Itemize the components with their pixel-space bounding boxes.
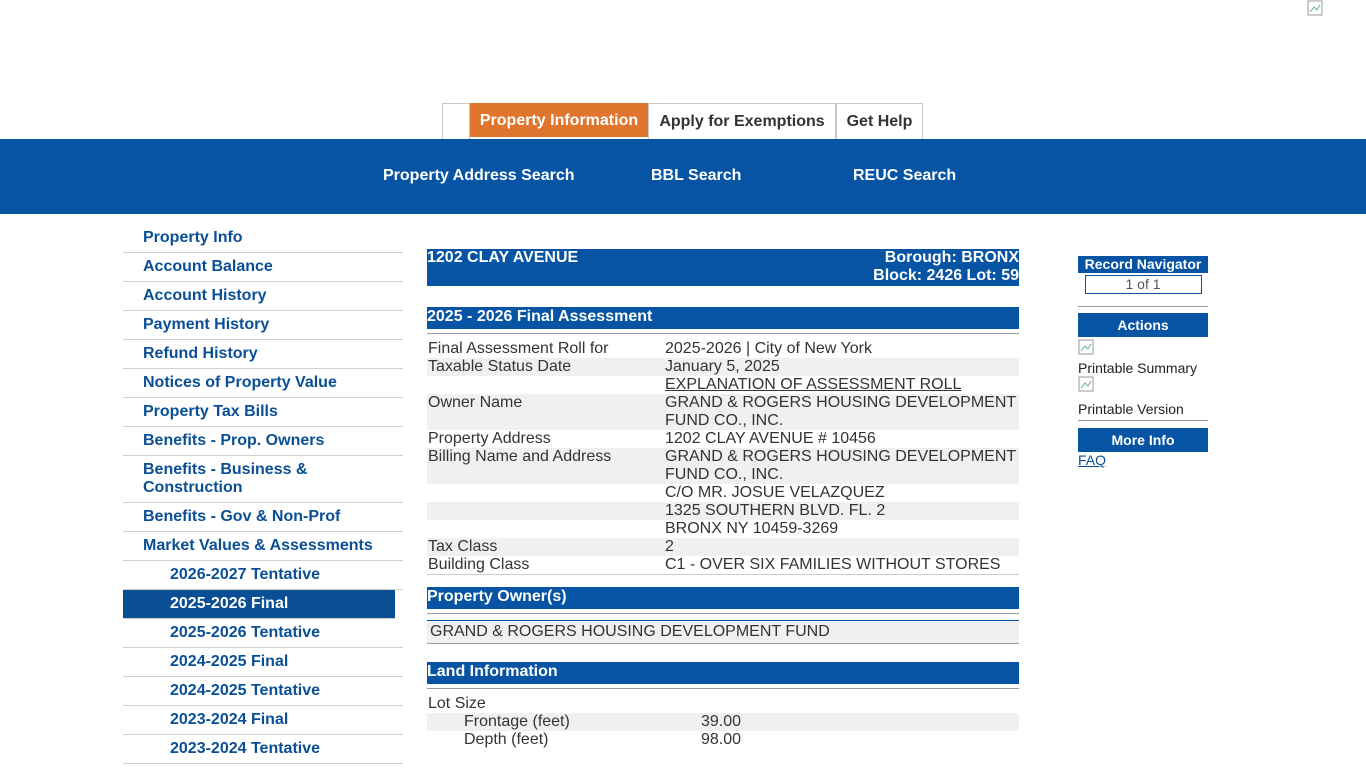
table-row bbox=[427, 394, 1019, 430]
land-table bbox=[427, 695, 1019, 749]
row-value: GRAND & ROGERS HOUSING DEVELOPMENT FUND CO., INC. bbox=[664, 448, 1019, 484]
sidebar-subitem-2025-2026-tentative[interactable]: 2025-2026 Tentative bbox=[123, 619, 403, 648]
sidebar-subitem-2023-2024-final[interactable]: 2023-2024 Final bbox=[123, 706, 403, 735]
row-key: Owner Name bbox=[427, 394, 664, 430]
table-row bbox=[427, 556, 1019, 575]
row-value: BRONX NY 10459-3269 bbox=[665, 520, 839, 537]
printable-version-link[interactable]: Printable Version bbox=[1078, 401, 1184, 417]
sidebar-subitem-2023-2024-tentative[interactable]: 2023-2024 Tentative bbox=[123, 735, 403, 764]
property-header bbox=[427, 249, 1019, 286]
actions-title: Actions bbox=[1078, 313, 1208, 337]
row-value: 1325 SOUTHERN BLVD. FL. 2 bbox=[664, 502, 1019, 520]
row-value: C1 - OVER SIX FAMILIES WITHOUT STORES bbox=[665, 556, 1001, 573]
divider bbox=[1078, 306, 1208, 307]
broken-image-icon bbox=[1078, 339, 1094, 355]
sidebar-item-account-history[interactable]: Account History bbox=[123, 282, 403, 311]
bbl-search-link[interactable]: BBL Search bbox=[651, 167, 742, 184]
row-value: January 5, 2025 bbox=[664, 358, 1019, 376]
sidebar-item-benefits-prop-owners[interactable]: Benefits - Prop. Owners bbox=[123, 427, 403, 456]
sidebar-item-account-balance[interactable]: Account Balance bbox=[123, 253, 403, 282]
section-divider bbox=[427, 329, 1019, 334]
main-content bbox=[427, 249, 1019, 749]
row-key bbox=[427, 484, 664, 502]
property-address: 1202 CLAY AVENUE bbox=[427, 249, 579, 266]
table-row bbox=[427, 448, 1019, 484]
table-row bbox=[427, 358, 1019, 376]
printable-summary-link[interactable]: Printable Summary bbox=[1078, 360, 1198, 376]
row-value: 39.00 bbox=[700, 713, 1019, 731]
table-row bbox=[427, 695, 1019, 713]
sidebar-item-benefits-gov[interactable]: Benefits - Gov & Non-Prof bbox=[123, 503, 403, 532]
table-row bbox=[427, 502, 1019, 520]
table-row bbox=[427, 340, 1019, 358]
table-row bbox=[427, 484, 1019, 502]
reuc-search-link[interactable]: REUC Search bbox=[853, 167, 957, 184]
row-key: Billing Name and Address bbox=[427, 448, 664, 484]
tab-get-help[interactable]: Get Help bbox=[836, 103, 923, 139]
sidebar-nav bbox=[123, 224, 403, 764]
sidebar-item-market-values[interactable]: Market Values & Assessments bbox=[123, 532, 403, 561]
row-key bbox=[427, 376, 664, 394]
right-panel bbox=[1078, 256, 1208, 470]
row-key bbox=[427, 520, 664, 538]
land-section-title: Land Information bbox=[427, 662, 1019, 684]
sidebar-item-refund-history[interactable]: Refund History bbox=[123, 340, 403, 369]
table-row bbox=[427, 731, 1019, 749]
row-key: Frontage (feet) bbox=[427, 713, 700, 731]
sidebar-subitem-2024-2025-tentative[interactable]: 2024-2025 Tentative bbox=[123, 677, 403, 706]
row-value: 2025-2026 | City of New York bbox=[665, 340, 872, 357]
block-lot-label: Block: 2426 Lot: 59 bbox=[873, 267, 1019, 284]
sidebar-item-benefits-business[interactable]: Benefits - Business & Construction bbox=[123, 456, 403, 503]
record-navigator-title: Record Navigator bbox=[1078, 256, 1208, 273]
row-key: Property Address bbox=[428, 430, 551, 447]
row-value bbox=[700, 695, 1019, 713]
row-key: Lot Size bbox=[428, 695, 486, 712]
owner-name: GRAND & ROGERS HOUSING DEVELOPMENT FUND bbox=[427, 620, 1019, 644]
row-value: C/O MR. JOSUE VELAZQUEZ bbox=[665, 484, 885, 501]
faq-link[interactable]: FAQ bbox=[1078, 452, 1107, 468]
section-divider bbox=[427, 684, 1019, 689]
sidebar-item-property-info[interactable]: Property Info bbox=[123, 224, 403, 253]
row-value: 2 bbox=[664, 538, 1019, 556]
assessment-section-title: 2025 - 2026 Final Assessment bbox=[427, 307, 1019, 329]
more-info-title: More Info bbox=[1078, 428, 1208, 452]
sidebar-subitem-2026-2027-tentative[interactable]: 2026-2027 Tentative bbox=[123, 561, 403, 590]
tab-spacer bbox=[442, 103, 470, 139]
table-row bbox=[427, 520, 1019, 538]
row-key: Tax Class bbox=[427, 538, 664, 556]
section-divider bbox=[427, 609, 1019, 614]
row-value: 98.00 bbox=[701, 731, 742, 748]
property-address-search-link[interactable]: Property Address Search bbox=[383, 167, 575, 184]
divider bbox=[1078, 420, 1208, 421]
row-key: Final Assessment Roll for bbox=[428, 340, 609, 357]
broken-image-icon bbox=[1078, 376, 1094, 392]
tab-apply-exemptions[interactable]: Apply for Exemptions bbox=[648, 103, 836, 139]
table-row bbox=[427, 376, 1019, 394]
row-key: Building Class bbox=[428, 556, 530, 573]
table-row bbox=[427, 713, 1019, 731]
broken-image-icon bbox=[1307, 0, 1323, 16]
row-value: GRAND & ROGERS HOUSING DEVELOPMENT FUND CO., INC. bbox=[664, 394, 1019, 430]
row-key: Depth (feet) bbox=[464, 731, 549, 748]
sidebar-subitem-2025-2026-final[interactable]: 2025-2026 Final bbox=[123, 590, 395, 619]
table-row bbox=[427, 430, 1019, 448]
sidebar-item-property-tax-bills[interactable]: Property Tax Bills bbox=[123, 398, 403, 427]
table-row bbox=[427, 538, 1019, 556]
row-value: 1202 CLAY AVENUE # 10456 bbox=[665, 430, 876, 447]
sidebar-subitem-2024-2025-final[interactable]: 2024-2025 Final bbox=[123, 648, 403, 677]
property-location bbox=[873, 249, 1019, 285]
tab-property-information[interactable]: Property Information bbox=[470, 103, 648, 137]
sidebar-item-payment-history[interactable]: Payment History bbox=[123, 311, 403, 340]
record-count: 1 of 1 bbox=[1085, 275, 1202, 294]
owners-section-title: Property Owner(s) bbox=[427, 587, 1019, 609]
sidebar-item-notices-of-property-value[interactable]: Notices of Property Value bbox=[123, 369, 403, 398]
row-key bbox=[427, 502, 664, 520]
assessment-table bbox=[427, 340, 1019, 575]
row-key: Taxable Status Date bbox=[427, 358, 664, 376]
main-tabs bbox=[442, 103, 923, 139]
explanation-link[interactable]: EXPLANATION OF ASSESSMENT ROLL bbox=[665, 376, 962, 393]
borough-label: Borough: BRONX bbox=[884, 249, 1019, 266]
